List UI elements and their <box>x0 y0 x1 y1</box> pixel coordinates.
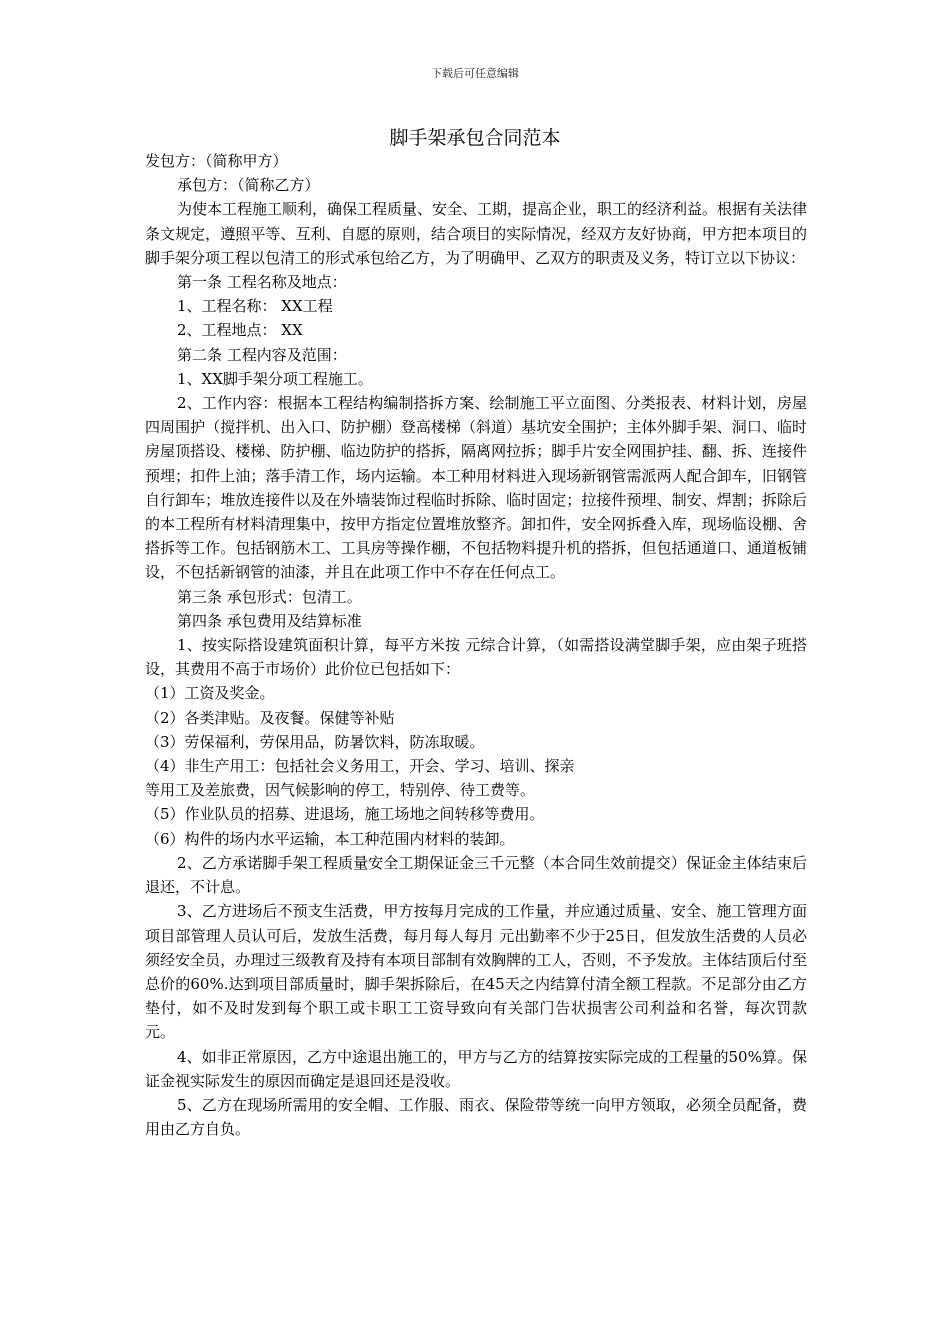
preamble-paragraph: 为使本工程施工顺利，确保工程质量、安全、工期，提高企业，职工的经济利益。根据有关法律条文规定，遵照平等、互利、自愿的原则，结合项目的实际情况，经双方友好协商，甲方把本项目的脚手架分项工程以包清工的形式承包给乙方，为了明确甲、乙双方的职责及义务，特订立以下协议： <box>145 200 808 267</box>
fee-item-3: 3、乙方进场后不预支生活费，甲方按每月完成的工作量，并应通过质量、安全、施工管理方面项目部管理人员认可后，发放生活费，每月每人每月 元出勤率不少于25日，但发放生活费的人员必须经安全员，办理过三级教育及持有本项目部制有效胸牌的工人，否则，不予发放。主体结顶后付至总价的60%.达到项目部质量时，脚手架拆除后，在45天之内结算付清全额工程款。不足部分由乙方垫付，如不及时发到每个职工或卡职工工资导致向有关部门告状损害公司利益和名誉，每次罚款 元。 <box>145 902 807 1042</box>
article-1-heading: 第一条 工程名称及地点： <box>177 273 347 292</box>
header-note: 下载后可任意编辑 <box>431 67 519 80</box>
fee-item-1: 1、按实际搭设建筑面积计算，每平方米按 元综合计算，（如需搭设满堂脚手架，应由架子班搭设，其费用不高于市场价）此价位已包括如下： <box>145 636 807 679</box>
fee-subitem-6: （6）构件的场内水平运输，本工种范围内材料的装卸。 <box>145 829 515 848</box>
article-3-heading: 第三条 承包形式：包清工。 <box>177 587 362 606</box>
fee-subitem-4: （4）非生产用工：包括社会义务用工，开会、学习、培训、探亲 <box>145 757 575 776</box>
fee-item-4: 4、如非正常原因，乙方中途退出施工的，甲方与乙方的结算按实际完成的工程量的50%算。保证金视实际发生的原因而确定是退回还是没收。 <box>145 1047 807 1090</box>
article-4-heading: 第四条 承包费用及结算标准 <box>177 611 362 630</box>
document-title: 脚手架承包合同范本 <box>389 127 561 149</box>
project-name-line: 1、工程名称： XX工程 <box>177 297 333 316</box>
fee-subitem-2: （2）各类津贴。及夜餐。保健等补贴 <box>145 708 395 727</box>
document-body <box>145 149 807 1141</box>
party-b-line: 承包方：（简称乙方） <box>177 176 320 195</box>
scope-item-1: 1、XX脚手架分项工程施工。 <box>177 369 373 388</box>
fee-subitem-5: （5）作业队员的招募、进退场，施工场地之间转移等费用。 <box>145 805 545 824</box>
fee-subitem-3: （3）劳保福利，劳保用品，防暑饮料，防冻取暖。 <box>145 732 485 751</box>
fee-item-2: 2、乙方承诺脚手架工程质量安全工期保证金三千元整（本合同生效前提交）保证金主体结束后退还，不计息。 <box>145 853 807 897</box>
party-a-line: 发包方：（简称甲方） <box>145 152 288 170</box>
article-2-heading: 第二条 工程内容及范围： <box>177 345 347 364</box>
fee-subitem-4-continued: 等用工及差旅费，因气候影响的停工，特别停、待工费等。 <box>145 781 536 800</box>
fee-subitem-1: （1）工资及奖金。 <box>145 684 275 703</box>
scope-item-2: 2、工作内容：根据本工程结构编制搭拆方案、绘制施工平立面图、分类报表、材料计划，房屋四周围护（搅拌机、出入口、防护棚）登高楼梯（斜道）基坑安全围护；主体外脚手架、洞口、临时房屋顶搭设、楼梯、防护棚、临边防护的搭拆，隔离网拉拆；脚手片安全网围护挂、翻、拆、连接件预埋；扣件上油；落手清工作，场内运输。本工种用材料进入现场新钢管需派两人配合卸车，旧钢管自行卸车；堆放连接件以及在外墙装饰过程临时拆除、临时固定；拉接件预埋、制安、焊割；拆除后的本工程所有材料清理集中，按甲方指定位置堆放整齐。卸扣件，安全网拆叠入库，现场临设棚、舍搭拆等工作。包括钢筋木工、工具房等操作棚，不包括物料提升机的搭拆，但包括通道口、通道板铺设，不包括新钢管的油漆，并且在此项工作中不存在任何点工。 <box>145 394 807 582</box>
fee-item-5: 5、乙方在现场所需用的安全帽、工作服、雨衣、保险带等统一向甲方领取，必须全员配备，费用由乙方自负。 <box>145 1095 807 1139</box>
project-location-line: 2、工程地点： XX <box>177 321 303 340</box>
